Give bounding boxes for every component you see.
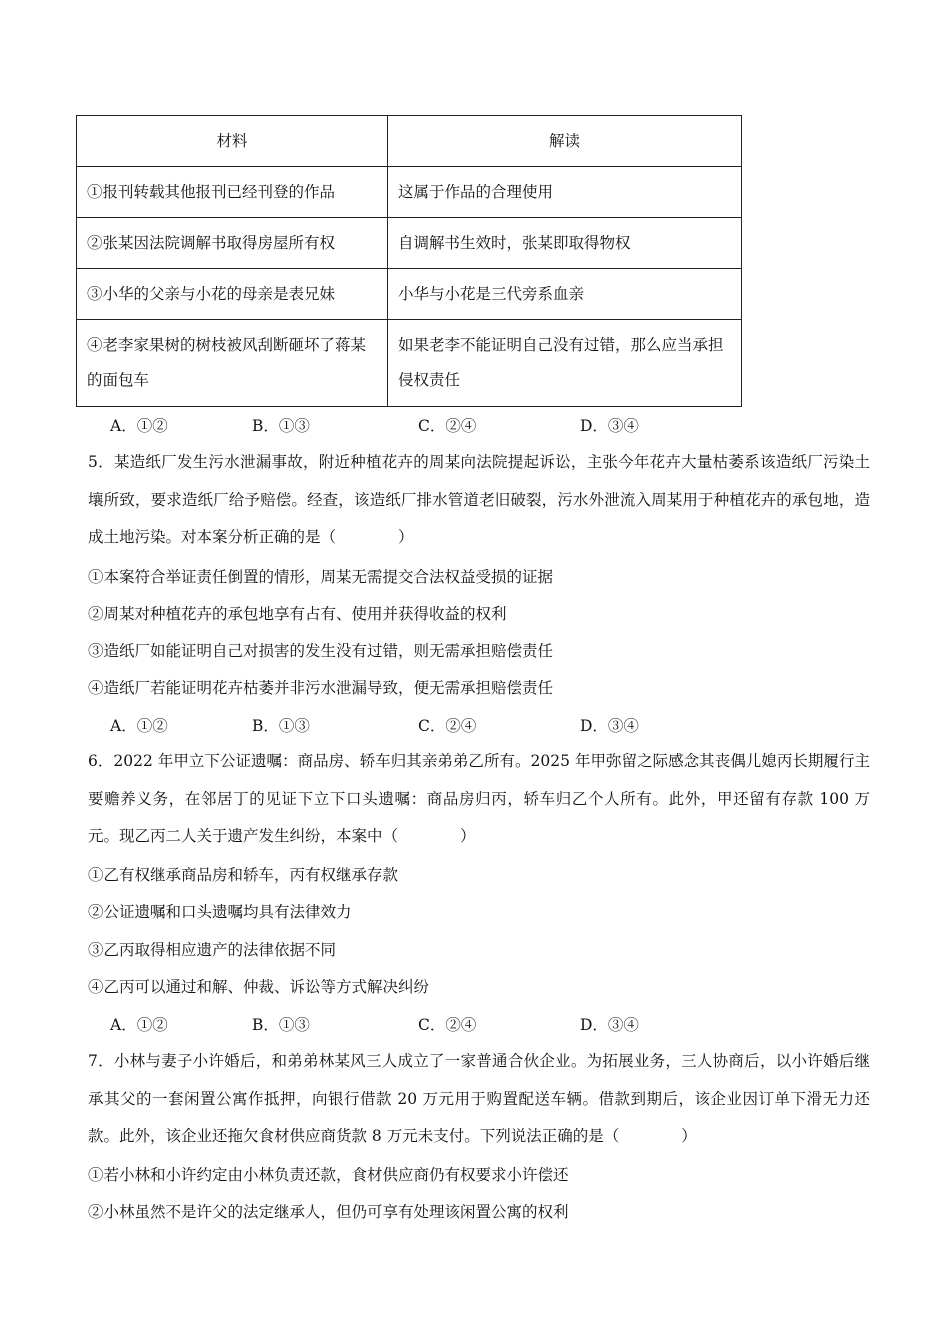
table-row <box>77 167 742 218</box>
option-a[interactable]: A．①② <box>110 717 168 735</box>
row-reading: 小华与小花是三代旁系血亲 <box>388 269 742 320</box>
material-reading-table <box>76 115 742 407</box>
option-c[interactable]: C．②④ <box>418 717 477 735</box>
option-d[interactable]: D．③④ <box>580 1016 639 1034</box>
table-row <box>77 320 742 407</box>
table-header-row <box>77 116 742 167</box>
q6-item-2: ②公证遗嘱和口头遗嘱均具有法律效力 <box>88 903 352 921</box>
row-reading: 自调解书生效时，张某即取得物权 <box>388 218 742 269</box>
row-reading: 如果老李不能证明自己没有过错，那么应当承担侵权责任 <box>388 320 742 407</box>
row-material: ①报刊转载其他报刊已经刊登的作品 <box>77 167 388 218</box>
option-d[interactable]: D．③④ <box>580 717 639 735</box>
q6-item-4: ④乙丙可以通过和解、仲裁、诉讼等方式解决纠纷 <box>88 978 430 996</box>
q7-stem: 7．小林与妻子小许婚后，和弟弟林某风三人成立了一家普通合伙企业。为拓展业务，三人协商后，以小许婚后继承其父的一套闲置公寓作抵押，向银行借款 20 万元用于购置配送车辆。借款到期后，该企业因订单下滑无力还款。此外，该企业还拖欠食材供应商货款 8 万元未支付。下列说法正确的是（ ） <box>88 1052 870 1145</box>
q6-stem: 6．2022 年甲立下公证遗嘱：商品房、轿车归其亲弟弟乙所有。2025 年甲弥留之际感念其丧偶儿媳丙长期履行主要赡养义务，在邻居丁的见证下立下口头遗嘱：商品房归丙，轿车归乙个人所有。此外，甲还留有存款 100 万元。现乙丙二人关于遗产发生纠纷，本案中（ ） <box>88 752 870 845</box>
option-d[interactable]: D．③④ <box>580 417 639 435</box>
q6-item-3: ③乙丙取得相应遗产的法律依据不同 <box>88 941 337 959</box>
option-a[interactable]: A．①② <box>110 417 168 435</box>
q5-item-1: ①本案符合举证责任倒置的情形，周某无需提交合法权益受损的证据 <box>88 568 554 586</box>
q7-item-2: ②小林虽然不是许父的法定继承人，但仍可享有处理该闲置公寓的权利 <box>88 1203 569 1221</box>
q5-stem: 5．某造纸厂发生污水泄漏事故，附近种植花卉的周某向法院提起诉讼，主张今年花卉大量枯萎系该造纸厂污染土壤所致，要求造纸厂给予赔偿。经查，该造纸厂排水管道老旧破裂，污水外泄流入周某用于种植花卉的承包地，造成土地污染。对本案分析正确的是（ ） <box>88 453 870 546</box>
row-reading: 这属于作品的合理使用 <box>388 167 742 218</box>
option-b[interactable]: B．①③ <box>252 1016 310 1034</box>
q5-item-3: ③造纸厂如能证明自己对损害的发生没有过错，则无需承担赔偿责任 <box>88 642 554 660</box>
table-row <box>77 218 742 269</box>
option-b[interactable]: B．①③ <box>252 717 310 735</box>
header-material: 材料 <box>77 116 388 167</box>
header-reading: 解读 <box>388 116 742 167</box>
q7-item-1: ①若小林和小许约定由小林负责还款，食材供应商仍有权要求小许偿还 <box>88 1166 569 1184</box>
option-b[interactable]: B．①③ <box>252 417 310 435</box>
table-row <box>77 269 742 320</box>
option-a[interactable]: A．①② <box>110 1016 168 1034</box>
row-material: ②张某因法院调解书取得房屋所有权 <box>77 218 388 269</box>
q5-item-2: ②周某对种植花卉的承包地享有占有、使用并获得收益的权利 <box>88 605 507 623</box>
q5-item-4: ④造纸厂若能证明花卉枯萎并非污水泄漏导致，便无需承担赔偿责任 <box>88 679 554 697</box>
row-material: ④老李家果树的树枝被风刮断砸坏了蒋某的面包车 <box>77 320 388 407</box>
q6-item-1: ①乙有权继承商品房和轿车，丙有权继承存款 <box>88 866 399 884</box>
option-c[interactable]: C．②④ <box>418 417 477 435</box>
row-material: ③小华的父亲与小花的母亲是表兄妹 <box>77 269 388 320</box>
option-c[interactable]: C．②④ <box>418 1016 477 1034</box>
